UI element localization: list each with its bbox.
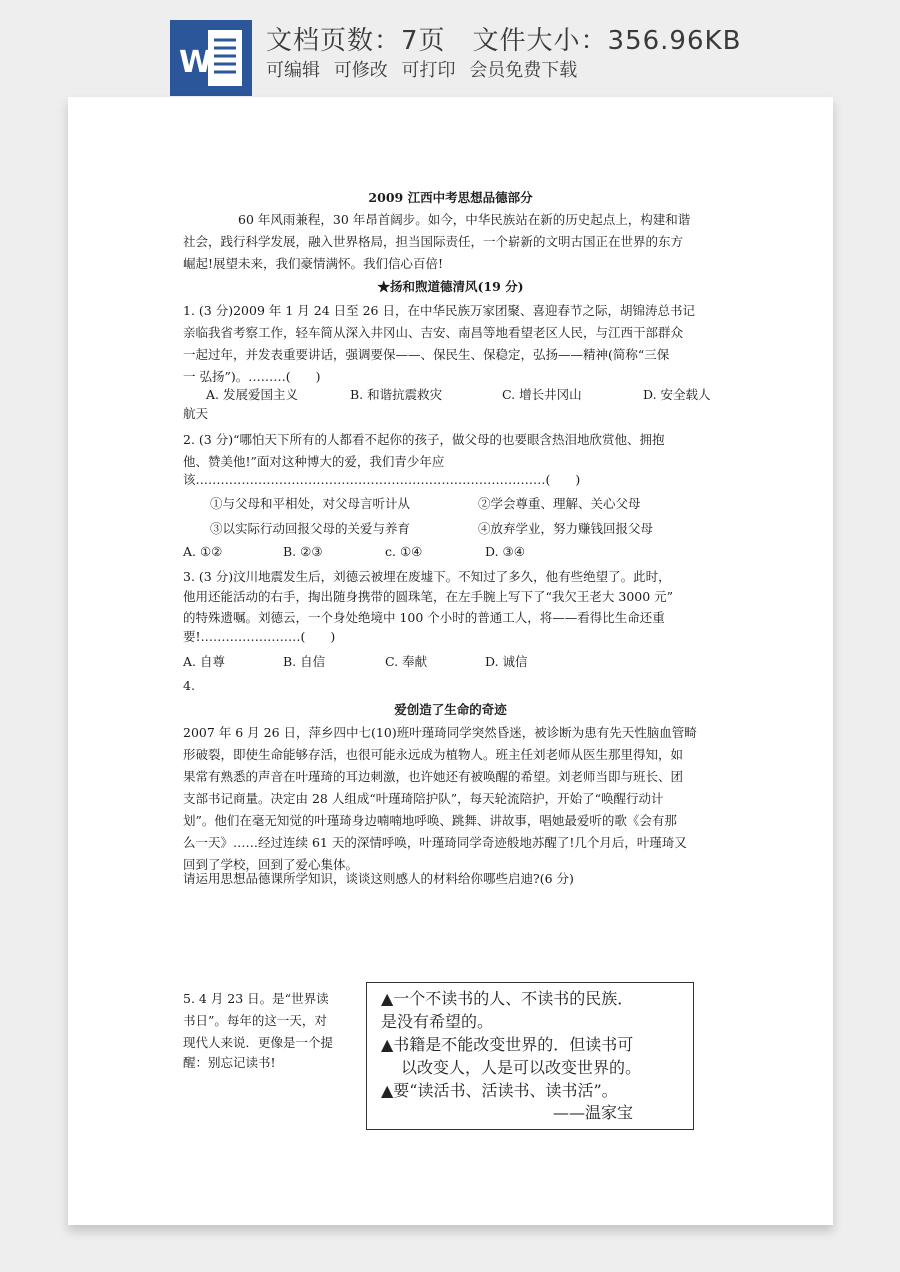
feature-editable: 可编辑 bbox=[266, 60, 320, 81]
q2-item-4: ④放弃学业，努力赚钱回报父母 bbox=[478, 521, 654, 536]
q3-line-3: 的特殊遗嘱。刘德云，一个身处绝境中 100 个小时的普通工人，将——看得比生命还重 bbox=[183, 610, 665, 625]
q1-option-b: B. 和谐抗震救灾 bbox=[350, 387, 443, 402]
q5-line-3: 现代人来说．更像是一个提 bbox=[183, 1035, 334, 1050]
quote-line-5: ▲要“读活书、活读书、读书活”。 bbox=[381, 1081, 618, 1100]
q3-option-c: C. 奉献 bbox=[385, 654, 428, 669]
quote-line-2: 是没有希望的。 bbox=[381, 1012, 494, 1031]
q5-line-1: 5. 4 月 23 日。是“世界读 bbox=[183, 991, 329, 1006]
q1-option-c: C. 增长井冈山 bbox=[502, 387, 582, 402]
word-doc-icon bbox=[170, 20, 252, 96]
q3-line-1: 3. (3 分)汶川地震发生后，刘德云被埋在废墟下。不知过了多久，他有些绝望了。此时， bbox=[183, 569, 671, 584]
feature-printable: 可打印 bbox=[401, 60, 456, 81]
q2-option-b: B. ②③ bbox=[283, 544, 323, 559]
q1-option-wrap: 航天 bbox=[183, 406, 209, 421]
quote-box bbox=[366, 982, 694, 1130]
q4-line-6: 么一天》……经过连续 61 天的深情呼唤，叶瑾琦同学奇迹般地苏醒了!几个月后，叶瑾琦又 bbox=[183, 835, 687, 850]
q2-item-3: ③以实际行动回报父母的关爱与养育 bbox=[210, 521, 411, 536]
document-features bbox=[266, 56, 585, 82]
quote-line-1: ▲一个不读书的人、不读书的民族． bbox=[381, 989, 634, 1008]
q5-line-4: 醒：别忘记读书! bbox=[183, 1055, 276, 1070]
q2-option-a: A. ①② bbox=[183, 544, 223, 559]
q4-line-3: 果常有熟悉的声音在叶瑾琦的耳边刺激，也许她还有被唤醒的希望。刘老师当即与班长、团 bbox=[183, 769, 684, 784]
q3-line-4: 要!……………………( ) bbox=[183, 629, 336, 644]
doc-title: 2009 江西中考思想品德部分 bbox=[368, 190, 533, 205]
q1-line-2: 亲临我省考察工作，轻车简从深入井冈山、吉安、南昌等地看望老区人民，与江西干部群众 bbox=[183, 325, 684, 340]
header-bar bbox=[0, 0, 900, 100]
quote-attribution: ——温家宝 bbox=[553, 1103, 634, 1122]
svg-text:W: W bbox=[179, 45, 213, 80]
q4-number: 4. bbox=[183, 678, 195, 693]
q4-title: 爱创造了生命的奇迹 bbox=[394, 702, 507, 717]
q5-line-2: 书日”。每年的这一天，对 bbox=[183, 1013, 327, 1028]
section-heading: ★扬和煦道德清风(19 分) bbox=[377, 279, 524, 294]
q3-option-a: A. 自尊 bbox=[183, 654, 225, 669]
q2-line-3: 该…………………………………………………………………………( ) bbox=[183, 472, 581, 487]
quote-line-3: ▲书籍是不能改变世界的．但读书可 bbox=[381, 1035, 634, 1054]
q2-item-1: ①与父母和平相处，对父母言听计从 bbox=[210, 496, 411, 511]
q2-option-d: D. ③④ bbox=[485, 544, 525, 559]
q2-line-1: 2. (3 分)“哪怕天下所有的人都看不起你的孩子，做父母的也要眼含热泪地欣赏他、拥抱 bbox=[183, 432, 665, 447]
q3-line-2: 他用还能活动的右手，掏出随身携带的圆珠笔，在左手腕上写下了“我欠王老大 3000 元” bbox=[183, 589, 674, 604]
q2-item-2: ②学会尊重、理解、关心父母 bbox=[478, 496, 641, 511]
q1-option-a: A. 发展爱国主义 bbox=[206, 387, 298, 402]
feature-member-download: 会员免费下载 bbox=[469, 60, 578, 81]
q2-option-c: c. ①④ bbox=[385, 544, 423, 559]
feature-modifiable: 可修改 bbox=[333, 60, 388, 81]
intro-line-3: 崛起!展望未来，我们豪情满怀。我们信心百倍! bbox=[183, 256, 444, 271]
q1-line-1: 1. (3 分)2009 年 1 月 24 日至 26 日，在中华民族万家团聚、喜迎春节之际，胡锦涛总书记 bbox=[183, 303, 695, 318]
q4-prompt: 请运用思想品德课所学知识，谈谈这则感人的材料给你哪些启迪?(6 分) bbox=[183, 871, 574, 886]
q4-line-4: 支部书记商量。决定由 28 人组成“叶瑾琦陪护队”，每天轮流陪护，开始了“唤醒行动计 bbox=[183, 791, 664, 806]
intro-line-1: 60 年风雨兼程，30 年昂首阔步。如今，中华民族站在新的历史起点上，构建和谐 bbox=[238, 212, 691, 227]
quote-line-4: 以改变人，人是可以改变世界的。 bbox=[401, 1058, 642, 1077]
q4-line-5: 划”。他们在毫无知觉的叶瑾琦身边喃喃地呼唤、跳舞、讲故事，唱她最爱听的歌《会有那 bbox=[183, 813, 677, 828]
q4-line-1: 2007 年 6 月 26 日，萍乡四中七(10)班叶瑾琦同学突然昏迷，被诊断为患有先天性脑血管畸 bbox=[183, 725, 697, 740]
q1-line-4: 一 弘扬”)。………( ) bbox=[183, 369, 321, 384]
document-page bbox=[68, 97, 833, 1225]
q4-line-7: 回到了学校，回到了爱心集体。 bbox=[183, 857, 359, 872]
q1-line-3: 一起过年，并发表重要讲话，强调要保——、保民生、保稳定，弘扬——精神(简称“三保 bbox=[183, 347, 670, 362]
document-info-title: 文档页数：7页 文件大小：356.96KB bbox=[266, 26, 742, 56]
q4-line-2: 形破裂，即使生命能够存活，也很可能永远成为植物人。班主任刘老师从医生那里得知，如 bbox=[183, 747, 684, 762]
q3-option-b: B. 自信 bbox=[283, 654, 326, 669]
q3-option-d: D. 诚信 bbox=[485, 654, 528, 669]
q1-option-d: D. 安全载人 bbox=[643, 387, 711, 402]
intro-line-2: 社会，践行科学发展，融入世界格局，担当国际责任，一个崭新的文明古国正在世界的东方 bbox=[183, 234, 684, 249]
q2-line-2: 他、赞美他!”面对这种博大的爱，我们青少年应 bbox=[183, 454, 445, 469]
